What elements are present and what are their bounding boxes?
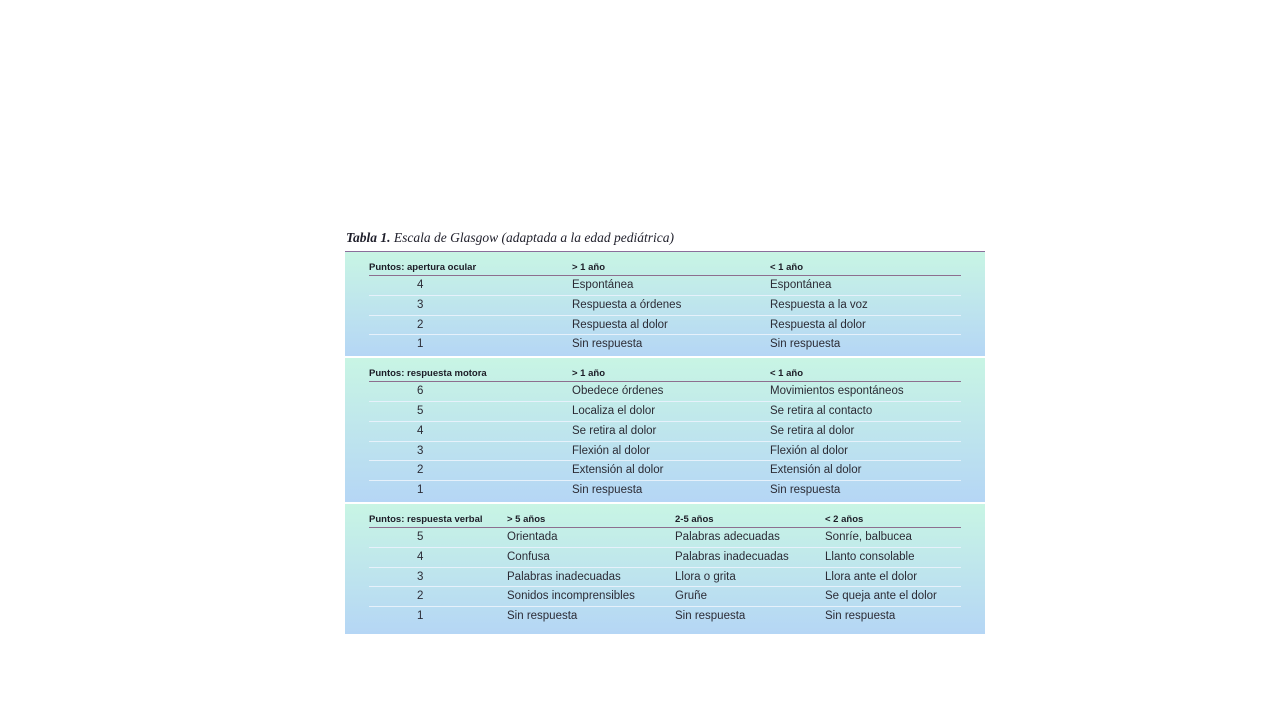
- points-cell: 1: [417, 484, 424, 497]
- table-cell: Se retira al contacto: [770, 404, 873, 417]
- table-cell: Localiza el dolor: [572, 404, 656, 417]
- table-cell: Sonríe, balbucea: [825, 530, 912, 543]
- table-cell: Obedece órdenes: [572, 385, 664, 398]
- table-cell: Respuesta al dolor: [770, 318, 866, 331]
- table-row: [369, 316, 961, 336]
- table-caption: [346, 230, 674, 246]
- table-row: [369, 548, 961, 568]
- table-cell: Se retira al dolor: [572, 424, 657, 437]
- table-cell: Extensión al dolor: [572, 464, 664, 477]
- table-row: [369, 528, 961, 548]
- points-cell: 3: [417, 298, 424, 311]
- table-cell: Palabras adecuadas: [675, 530, 780, 543]
- table-cell: Respuesta al dolor: [572, 318, 668, 331]
- points-cell: 5: [417, 530, 424, 543]
- table-cell: Sin respuesta: [770, 484, 841, 497]
- header-cell: < 1 año: [770, 262, 803, 273]
- table-cell: Se queja ante el dolor: [825, 590, 937, 603]
- table-cell: Orientada: [507, 530, 558, 543]
- table-header-row: [369, 506, 961, 528]
- points-cell: 3: [417, 570, 424, 583]
- table-cell: Gruñe: [675, 590, 707, 603]
- points-cell: 6: [417, 385, 424, 398]
- header-cell: < 1 año: [770, 368, 803, 380]
- table-cell: Sin respuesta: [675, 610, 746, 623]
- section-verbal-response: [345, 502, 985, 634]
- points-cell: 2: [417, 464, 424, 477]
- table-header-row: [369, 360, 961, 382]
- header-cell: > 1 año: [572, 262, 605, 273]
- table-row: [369, 442, 961, 462]
- table-cell: Confusa: [507, 550, 550, 563]
- table-cell: Sin respuesta: [572, 338, 643, 351]
- table-cell: Palabras inadecuadas: [675, 550, 789, 563]
- table-cell: Sin respuesta: [572, 484, 643, 497]
- table-row: [369, 276, 961, 296]
- table-row: [369, 568, 961, 588]
- table-header-row: [369, 254, 961, 276]
- table-row: [369, 461, 961, 481]
- glasgow-table: [345, 251, 985, 634]
- points-cell: 1: [417, 610, 424, 623]
- caption-label: Tabla 1.: [346, 230, 391, 245]
- table-cell: Palabras inadecuadas: [507, 570, 621, 583]
- header-cell: > 1 año: [572, 368, 605, 380]
- points-cell: 2: [417, 590, 424, 603]
- table-row: [369, 402, 961, 422]
- points-cell: 4: [417, 424, 424, 437]
- header-cell: Puntos: respuesta verbal: [369, 513, 483, 525]
- header-cell: Puntos: respuesta motora: [369, 368, 487, 380]
- points-cell: 5: [417, 404, 424, 417]
- table-cell: Extensión al dolor: [770, 464, 862, 477]
- table-cell: Llanto consolable: [825, 550, 915, 563]
- header-cell: < 2 años: [825, 513, 864, 525]
- header-cell: 2-5 años: [675, 513, 714, 525]
- points-cell: 3: [417, 444, 424, 457]
- table-cell: Espontánea: [572, 279, 634, 291]
- table-row: [369, 422, 961, 442]
- points-cell: 4: [417, 550, 424, 563]
- table-cell: Sin respuesta: [770, 338, 841, 351]
- table-row: [369, 382, 961, 402]
- table-cell: Flexión al dolor: [572, 444, 650, 457]
- table-cell: Sin respuesta: [507, 610, 578, 623]
- table-cell: Se retira al dolor: [770, 424, 855, 437]
- header-cell: Puntos: apertura ocular: [369, 262, 477, 273]
- table-row: [369, 481, 961, 500]
- table-cell: Respuesta a órdenes: [572, 298, 682, 311]
- table-row: [369, 587, 961, 607]
- table-cell: Sonidos incomprensibles: [507, 590, 635, 603]
- table-row: [369, 296, 961, 316]
- table-cell: Llora ante el dolor: [825, 570, 918, 583]
- header-cell: > 5 años: [507, 513, 546, 525]
- points-cell: 4: [417, 279, 424, 291]
- table-cell: Respuesta a la voz: [770, 298, 868, 311]
- table-cell: Llora o grita: [675, 570, 736, 583]
- section-motor-response: [345, 356, 985, 502]
- table-cell: Espontánea: [770, 279, 832, 291]
- table-cell: Sin respuesta: [825, 610, 896, 623]
- points-cell: 1: [417, 338, 424, 351]
- caption-title: Escala de Glasgow (adaptada a la edad pediátrica): [393, 230, 674, 245]
- table-cell: Flexión al dolor: [770, 444, 848, 457]
- table-cell: Movimientos espontáneos: [770, 385, 904, 398]
- points-cell: 2: [417, 318, 424, 331]
- table-row: [369, 335, 961, 354]
- table-row: [369, 607, 961, 626]
- section-eye-opening: [345, 252, 985, 356]
